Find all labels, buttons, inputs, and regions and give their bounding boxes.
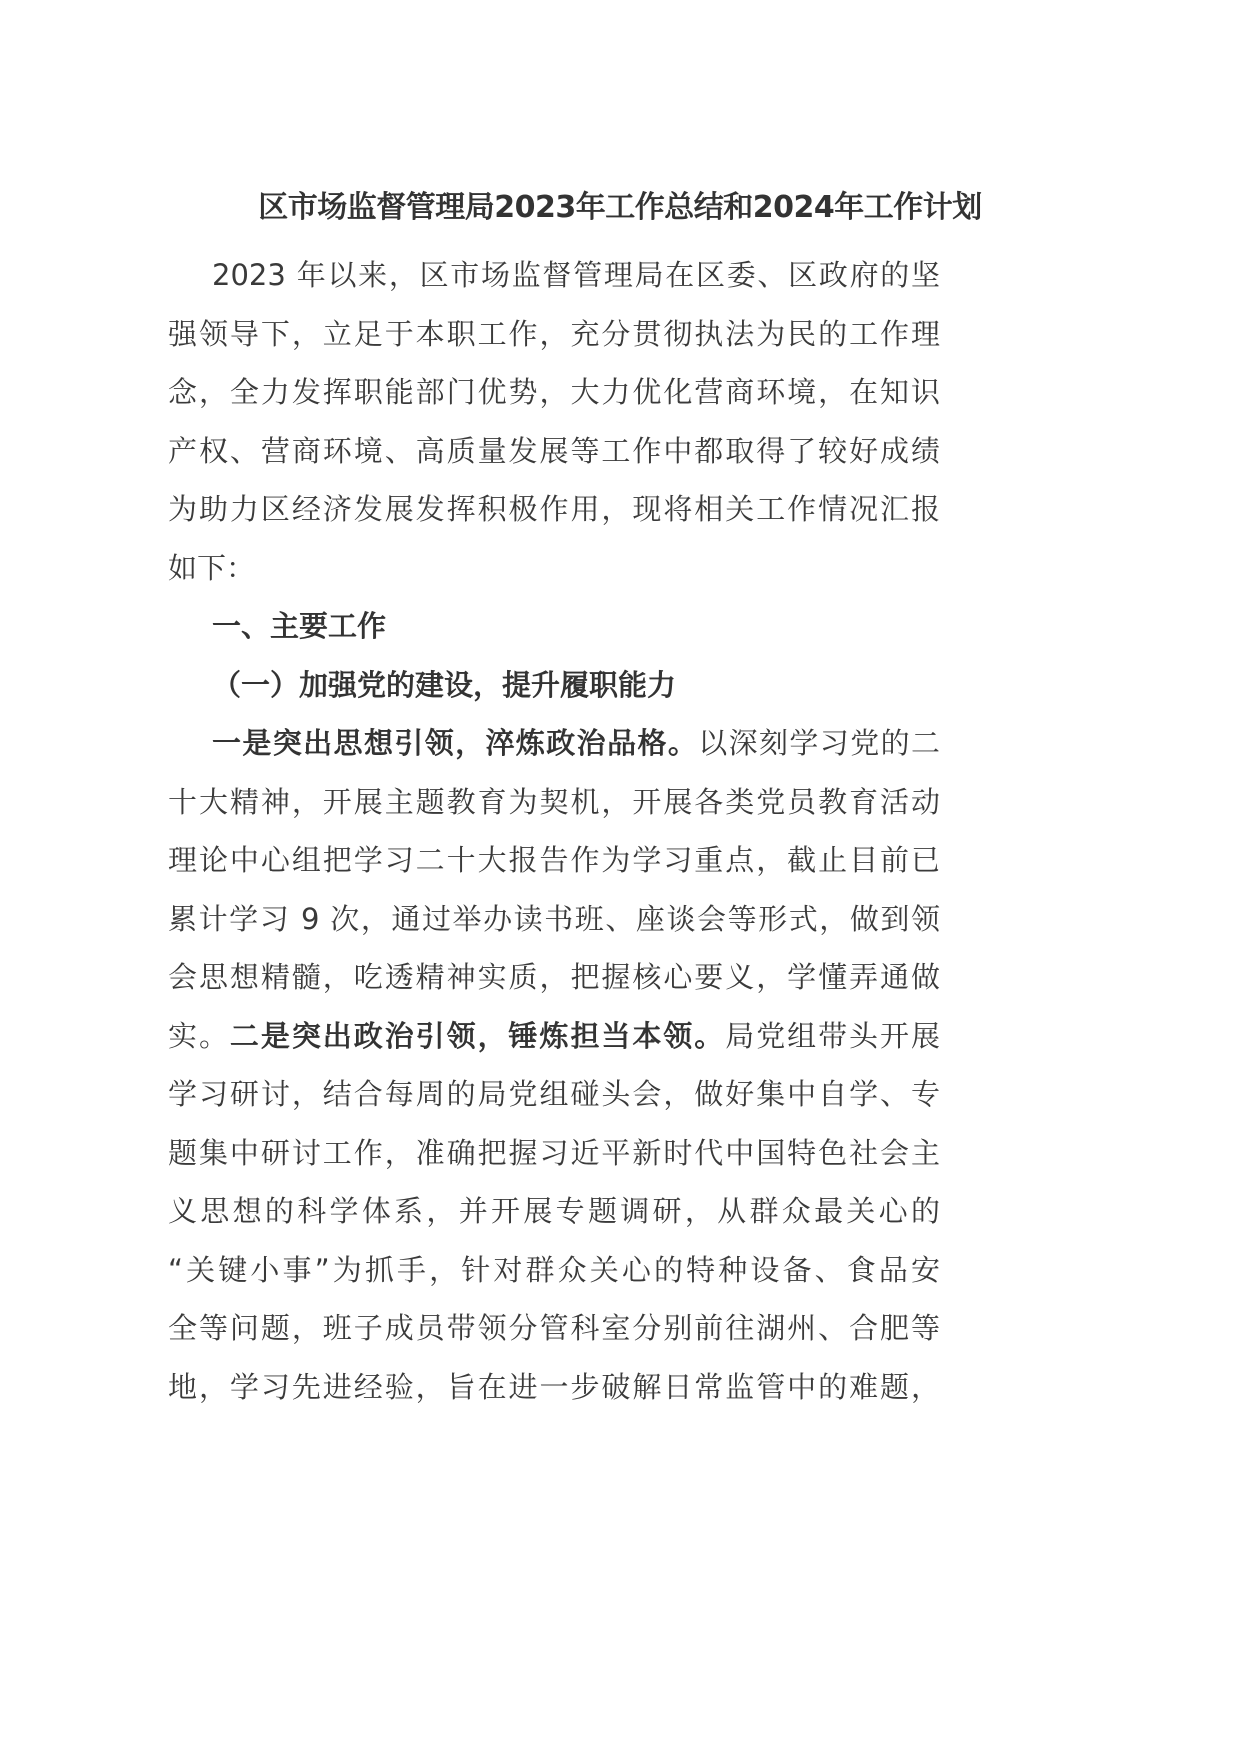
text-line — [168, 896, 940, 955]
document-body — [168, 252, 940, 1422]
text-line — [168, 720, 940, 779]
body-text: 地，学习先进经验，旨在进一步破解日常监管中的难题， — [168, 1369, 940, 1404]
body-text: 局党组带头开展 — [725, 1018, 940, 1053]
text-line — [168, 837, 940, 896]
section-heading — [168, 603, 940, 662]
text-line — [168, 1305, 940, 1364]
bold-text: 一、主要工作 — [212, 609, 387, 643]
body-text: 产权、营商环境、高质量发展等工作中都取得了较好成绩 — [168, 433, 940, 468]
body-text: 理论中心组把学习二十大报告作为学习重点，截止目前已 — [168, 843, 940, 877]
bold-text: 二是突出政治引领，锤炼担当本领。 — [229, 1018, 726, 1053]
text-line — [168, 1247, 940, 1306]
body-text: 强领导下，立足于本职工作，充分贯彻执法为民的工作理 — [168, 316, 940, 351]
body-text: 全等问题，班子成员带领分管科室分别前往湖州、合肥等 — [168, 1311, 940, 1345]
text-line — [168, 1364, 940, 1423]
text-line — [168, 252, 940, 311]
body-text: 如下： — [168, 550, 256, 585]
text-line — [168, 369, 940, 428]
body-text: 以深刻学习党的二 — [698, 726, 940, 760]
text-line — [168, 1188, 940, 1247]
bold-text: 一是突出思想引领，淬炼政治品格。 — [212, 726, 699, 760]
body-text: 义思想的科学体系，并开展专题调研，从群众最关心的 — [168, 1194, 940, 1228]
body-text: “关键小事”为抓手，针对群众关心的特种设备、食品安 — [168, 1252, 940, 1287]
body-text: 为助力区经济发展发挥积极作用，现将相关工作情况汇报 — [168, 492, 940, 526]
body-text: 题集中研讨工作，准确把握习近平新时代中国特色社会主 — [168, 1135, 940, 1170]
body-text: 累计学习 9 次，通过举办读书班、座谈会等形式，做到领 — [168, 901, 940, 936]
text-line — [168, 1013, 940, 1072]
text-line — [168, 954, 940, 1013]
section-heading — [168, 662, 940, 721]
body-text: 实。 — [168, 1018, 230, 1053]
document-title: 区市场监督管理局2023年工作总结和2024年工作计划 — [258, 190, 982, 225]
text-line — [168, 311, 940, 370]
text-line — [168, 486, 940, 545]
body-text: 会思想精髓，吃透精神实质，把握核心要义，学懂弄通做 — [168, 960, 940, 994]
body-text: 2023 年以来，区市场监督管理局在区委、区政府的坚 — [212, 258, 940, 292]
bold-text: （一）加强党的建设，提升履职能力 — [212, 667, 677, 702]
text-line — [168, 779, 940, 838]
text-line — [168, 1130, 940, 1189]
text-line — [168, 545, 940, 604]
text-line — [168, 1071, 940, 1130]
body-text: 学习研讨，结合每周的局党组碰头会，做好集中自学、专 — [168, 1077, 940, 1111]
body-text: 十大精神，开展主题教育为契机，开展各类党员教育活动 — [168, 784, 940, 819]
text-line — [168, 428, 940, 487]
body-text: 念，全力发挥职能部门优势，大力优化营商环境，在知识 — [168, 375, 940, 409]
